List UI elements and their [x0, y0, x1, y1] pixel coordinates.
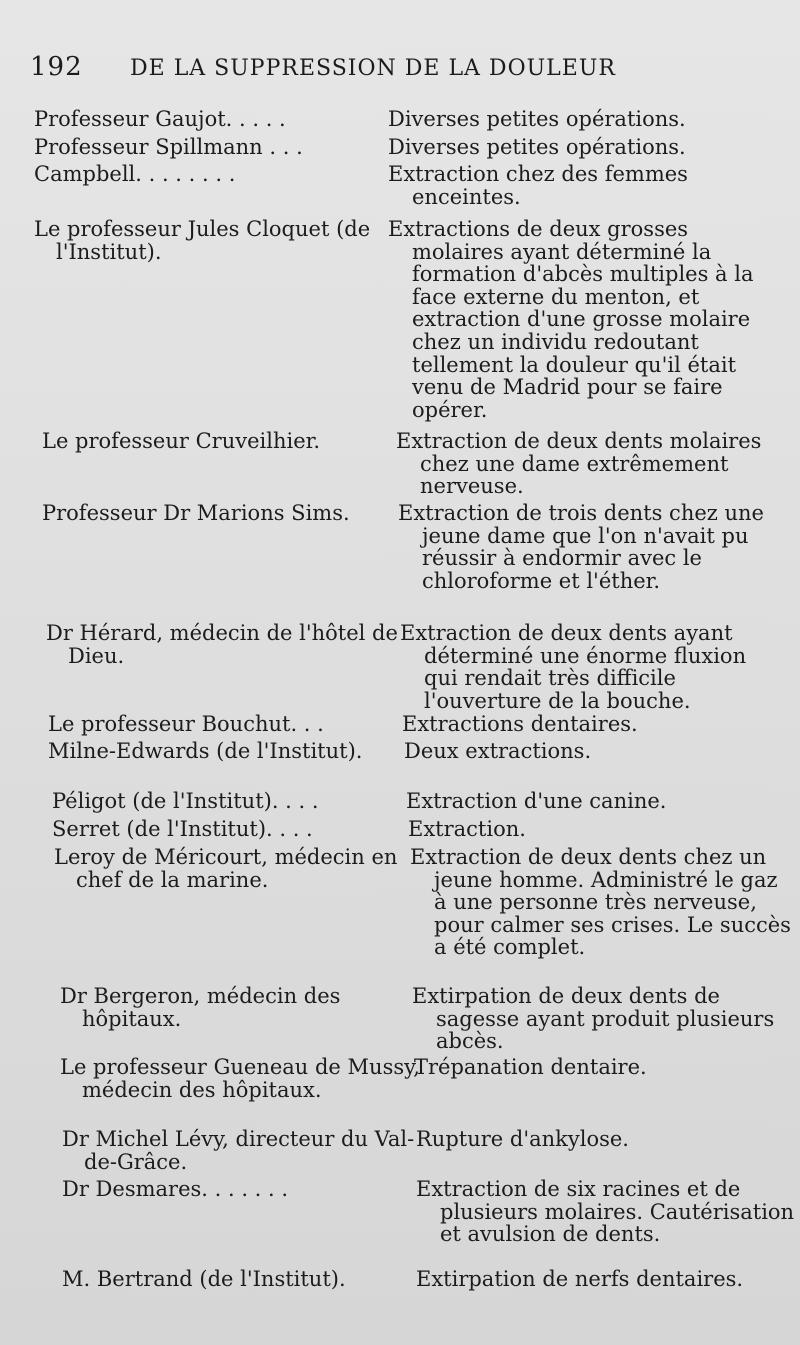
entry-description: Extirpation de deux dents de sagesse ayant produit plusieurs abcès. [412, 984, 775, 1054]
entry-name: Professeur Spillmann . . . [34, 135, 303, 159]
entry-name: Professeur Gaujot. . . . . [34, 107, 286, 131]
entry-name: Dr Bergeron, médecin des hôpitaux. [60, 984, 341, 1031]
entry-description: Extraction d'une canine. [406, 789, 667, 813]
entry-description: Extraction. [408, 817, 526, 841]
entry-name: Le professeur Gueneau de Mussy, médecin des hôpitaux. [60, 1055, 420, 1102]
entry-description: Extraction de six racines et de plusieurs molaires. Cautérisation et avulsion de dents. [416, 1177, 795, 1247]
entry-description: Extraction de deux dents molaires chez une dame extrêmement nerveuse. [396, 429, 762, 499]
entry-name: Péligot (de l'Institut). . . . [52, 789, 319, 813]
entry-name: Campbell. . . . . . . . [34, 162, 236, 186]
entry-description: Diverses petites opérations. [388, 135, 686, 159]
entry-description: Rupture d'ankylose. [416, 1127, 629, 1151]
entry-description: Extirpation de nerfs dentaires. [416, 1267, 744, 1291]
entry-name: Le professeur Bouchut. . . [48, 712, 324, 736]
entry-name: Le professeur Cruveilhier. [42, 429, 321, 453]
entry-name: Serret (de l'Institut). . . . [52, 817, 313, 841]
entry-description: Extractions dentaires. [402, 712, 638, 736]
entry-description: Deux extractions. [404, 739, 592, 763]
entry-description: Extraction de deux dents ayant déterminé une énorme fluxion qui rendait très difficile l'ouverture de la bouche. [400, 621, 747, 713]
entry-name: Dr Hérard, médecin de l'hôtel de Dieu. [46, 621, 398, 668]
entry-name: Dr Michel Lévy, directeur du Val-de-Grâce. [62, 1127, 415, 1174]
entry-name: M. Bertrand (de l'Institut). [62, 1267, 346, 1291]
entry-name: Professeur Dr Marions Sims. [42, 501, 350, 525]
entry-name: Dr Desmares. . . . . . . [62, 1177, 289, 1201]
entry-description: Extraction de trois dents chez une jeune dame que l'on n'avait pu réussir à endormir avec le chloroforme et l'éther. [398, 501, 764, 593]
entry-description: Trépanation dentaire. [414, 1055, 647, 1079]
entry-description: Extraction de deux dents chez un jeune homme. Administré le gaz à une personne très nerveuse, pour calmer ses crises. Le succès a été complet. [410, 845, 791, 960]
entry-name: Milne-Edwards (de l'Institut). [48, 739, 363, 763]
page-header [30, 52, 770, 92]
entry-name: Le professeur Jules Cloquet (de l'Institut). [34, 217, 371, 264]
entry-name: Leroy de Méricourt, médecin en chef de la marine. [54, 845, 398, 892]
page-number: 192 [30, 52, 83, 82]
entry-description: Extractions de deux grosses molaires ayant déterminé la formation d'abcès multiples à la face externe du menton, et extraction d'une grosse molaire chez un individu redoutant tellement la douleur qu'il était venu de Madrid pour se faire opérer. [388, 217, 754, 422]
entry-description: Extraction chez des femmes enceintes. [388, 162, 688, 209]
entry-description: Diverses petites opérations. [388, 107, 686, 131]
running-title: DE LA SUPPRESSION DE LA DOULEUR [130, 56, 616, 81]
